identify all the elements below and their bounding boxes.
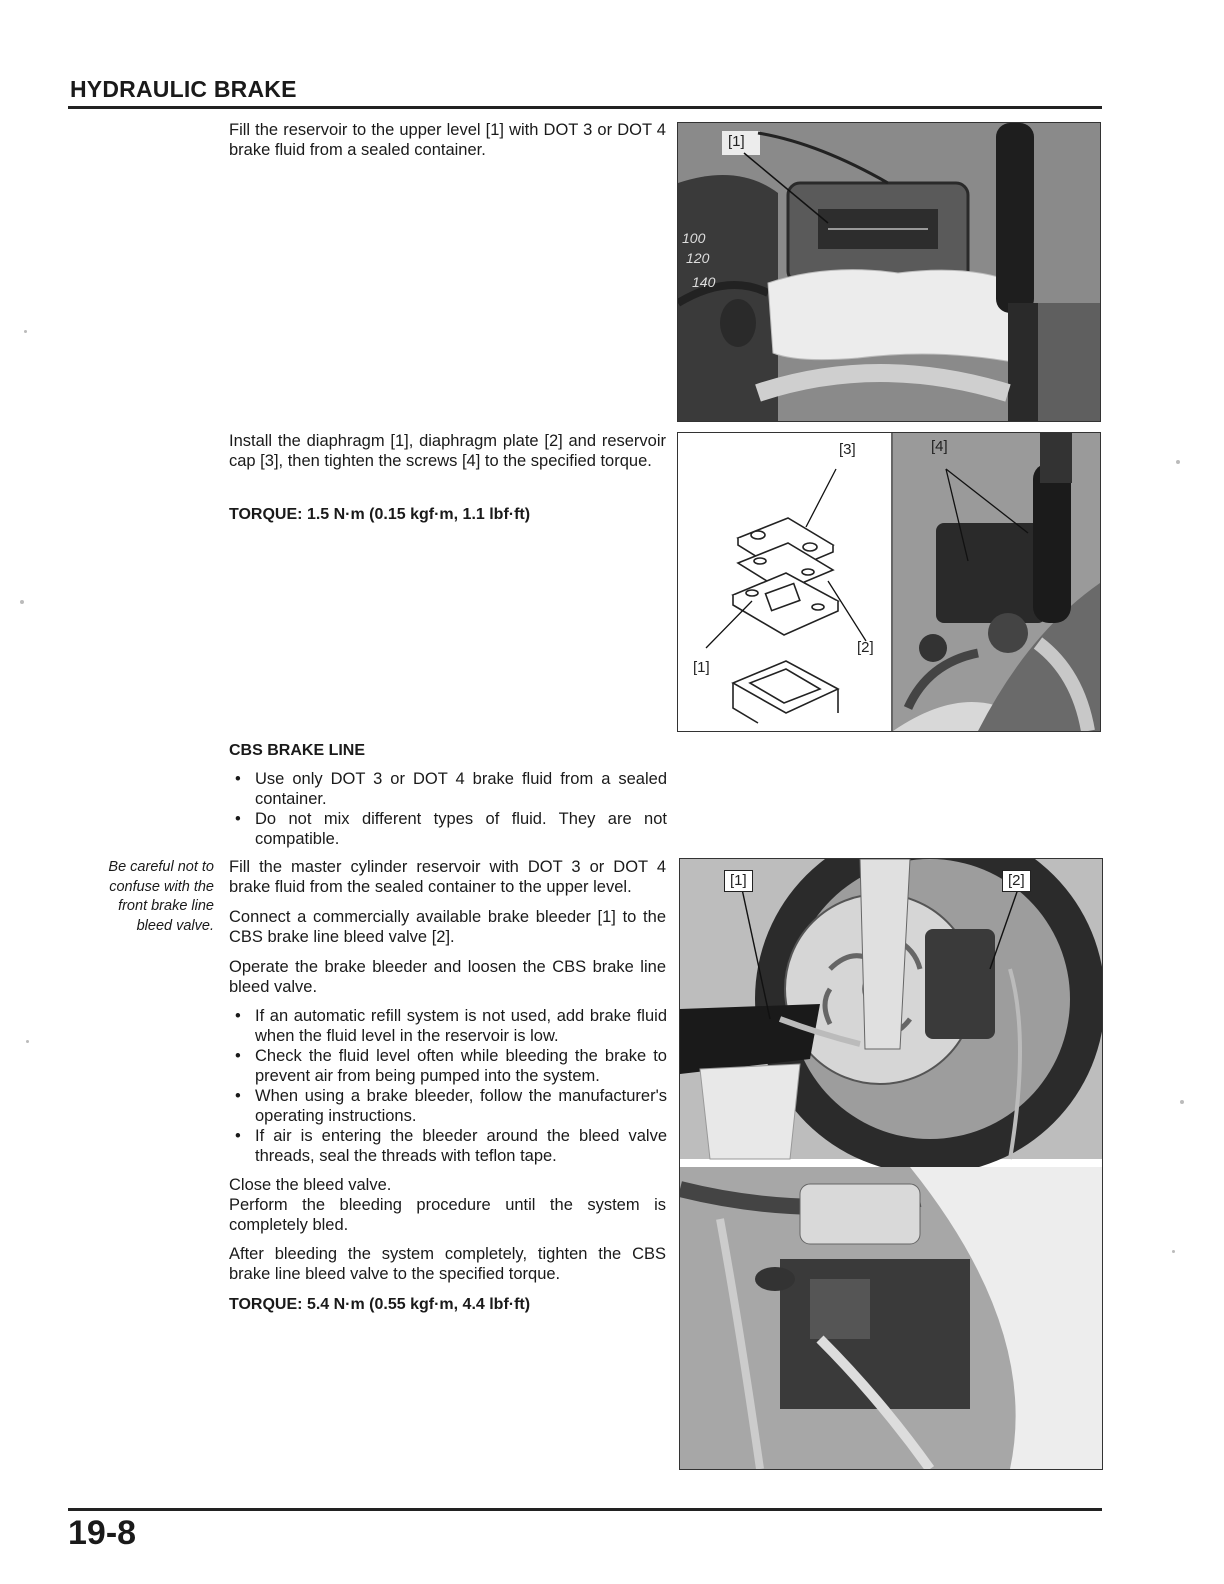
list-item: • If an automatic refill system is not used, add brake fluid when the fluid level in the reservoir is low. (229, 1006, 667, 1046)
scan-speck (24, 330, 27, 333)
list-item: • Check the fluid level often while bleeding the brake to prevent air from being pumped into the system. (229, 1046, 667, 1086)
list-item: • Do not mix different types of fluid. They are not compatible. (229, 809, 667, 849)
torque-spec-valve (229, 1296, 530, 1314)
callout-diaphragm-plate: [2] (857, 639, 874, 656)
diaphragm-install-text: Install the diaphragm [1], diaphragm plate [2] and reservoir cap [3], then tighten the screws [4] to the specified torque. (229, 432, 666, 470)
page-number: 19-8 (68, 1514, 137, 1552)
scan-speck (1176, 460, 1180, 464)
reservoir-cap-figure (677, 432, 1101, 732)
callout-brake-bleeder: [1] (724, 870, 753, 892)
footer-rule (68, 1508, 1102, 1511)
cbs-bleeding-photos (679, 858, 1103, 1470)
torque-label: TORQUE: (229, 506, 303, 523)
gauge-mark: 100 (682, 230, 706, 246)
callout-reservoir-cap: [3] (839, 441, 856, 458)
cbs-brake-line-heading: CBS BRAKE LINE (229, 742, 366, 759)
header-rule (68, 106, 1102, 109)
side-note: Be careful not to confuse with the front brake line bleed valve. (108, 859, 214, 934)
reservoir-fill-text: Fill the reservoir to the upper level [1] with DOT 3 or DOT 4 brake fluid from a sealed container. (229, 121, 666, 159)
callout-bleed-valve: [2] (1002, 870, 1031, 892)
close-valve-line: Close the bleed valve. (229, 1176, 392, 1194)
list-item: • If air is entering the bleeder around the bleed valve threads, seal the threads with teflon tape. (229, 1126, 667, 1166)
list-item: • When using a brake bleeder, follow the manufacturer's operating instructions. (229, 1086, 667, 1126)
tighten-valve-text: After bleeding the system completely, tighten the CBS brake line bleed valve to the specified torque. (229, 1245, 666, 1283)
torque-spec-cap (229, 506, 530, 524)
list-item: • Use only DOT 3 or DOT 4 brake fluid from a sealed container. (229, 769, 667, 809)
master-cylinder-fill-text: Fill the master cylinder reservoir with DOT 3 or DOT 4 brake fluid from the sealed container to the upper level. (229, 858, 666, 896)
scan-speck (1172, 1250, 1175, 1253)
bleeding-notes-list (229, 1006, 667, 1166)
callout-diaphragm: [1] (693, 659, 710, 676)
scan-speck (26, 1040, 29, 1043)
torque-value: 5.4 N·m (0.55 kgf·m, 4.4 lbf·ft) (306, 1296, 531, 1313)
gauge-mark: 140 (692, 274, 716, 290)
connect-bleeder-text: Connect a commercially available brake bleeder [1] to the CBS brake line bleed valve [2]. (229, 908, 666, 946)
operate-bleeder-text: Operate the brake bleeder and loosen the CBS brake line bleed valve. (229, 958, 666, 996)
torque-label: TORQUE: (229, 1296, 303, 1313)
scan-speck (1180, 1100, 1184, 1104)
callout-screws: [4] (931, 438, 948, 455)
gauge-mark: 120 (686, 250, 710, 266)
cbs-notes-list (229, 769, 667, 849)
callout-upper-level: [1] (728, 133, 745, 150)
scan-speck (20, 600, 24, 604)
close-valve-text (229, 1175, 666, 1235)
reservoir-photo (677, 122, 1101, 422)
perform-bleeding-line: Perform the bleeding procedure until the system is completely bled. (229, 1196, 666, 1234)
torque-value: 1.5 N·m (0.15 kgf·m, 1.1 lbf·ft) (306, 506, 531, 523)
page-title: HYDRAULIC BRAKE (70, 76, 297, 102)
